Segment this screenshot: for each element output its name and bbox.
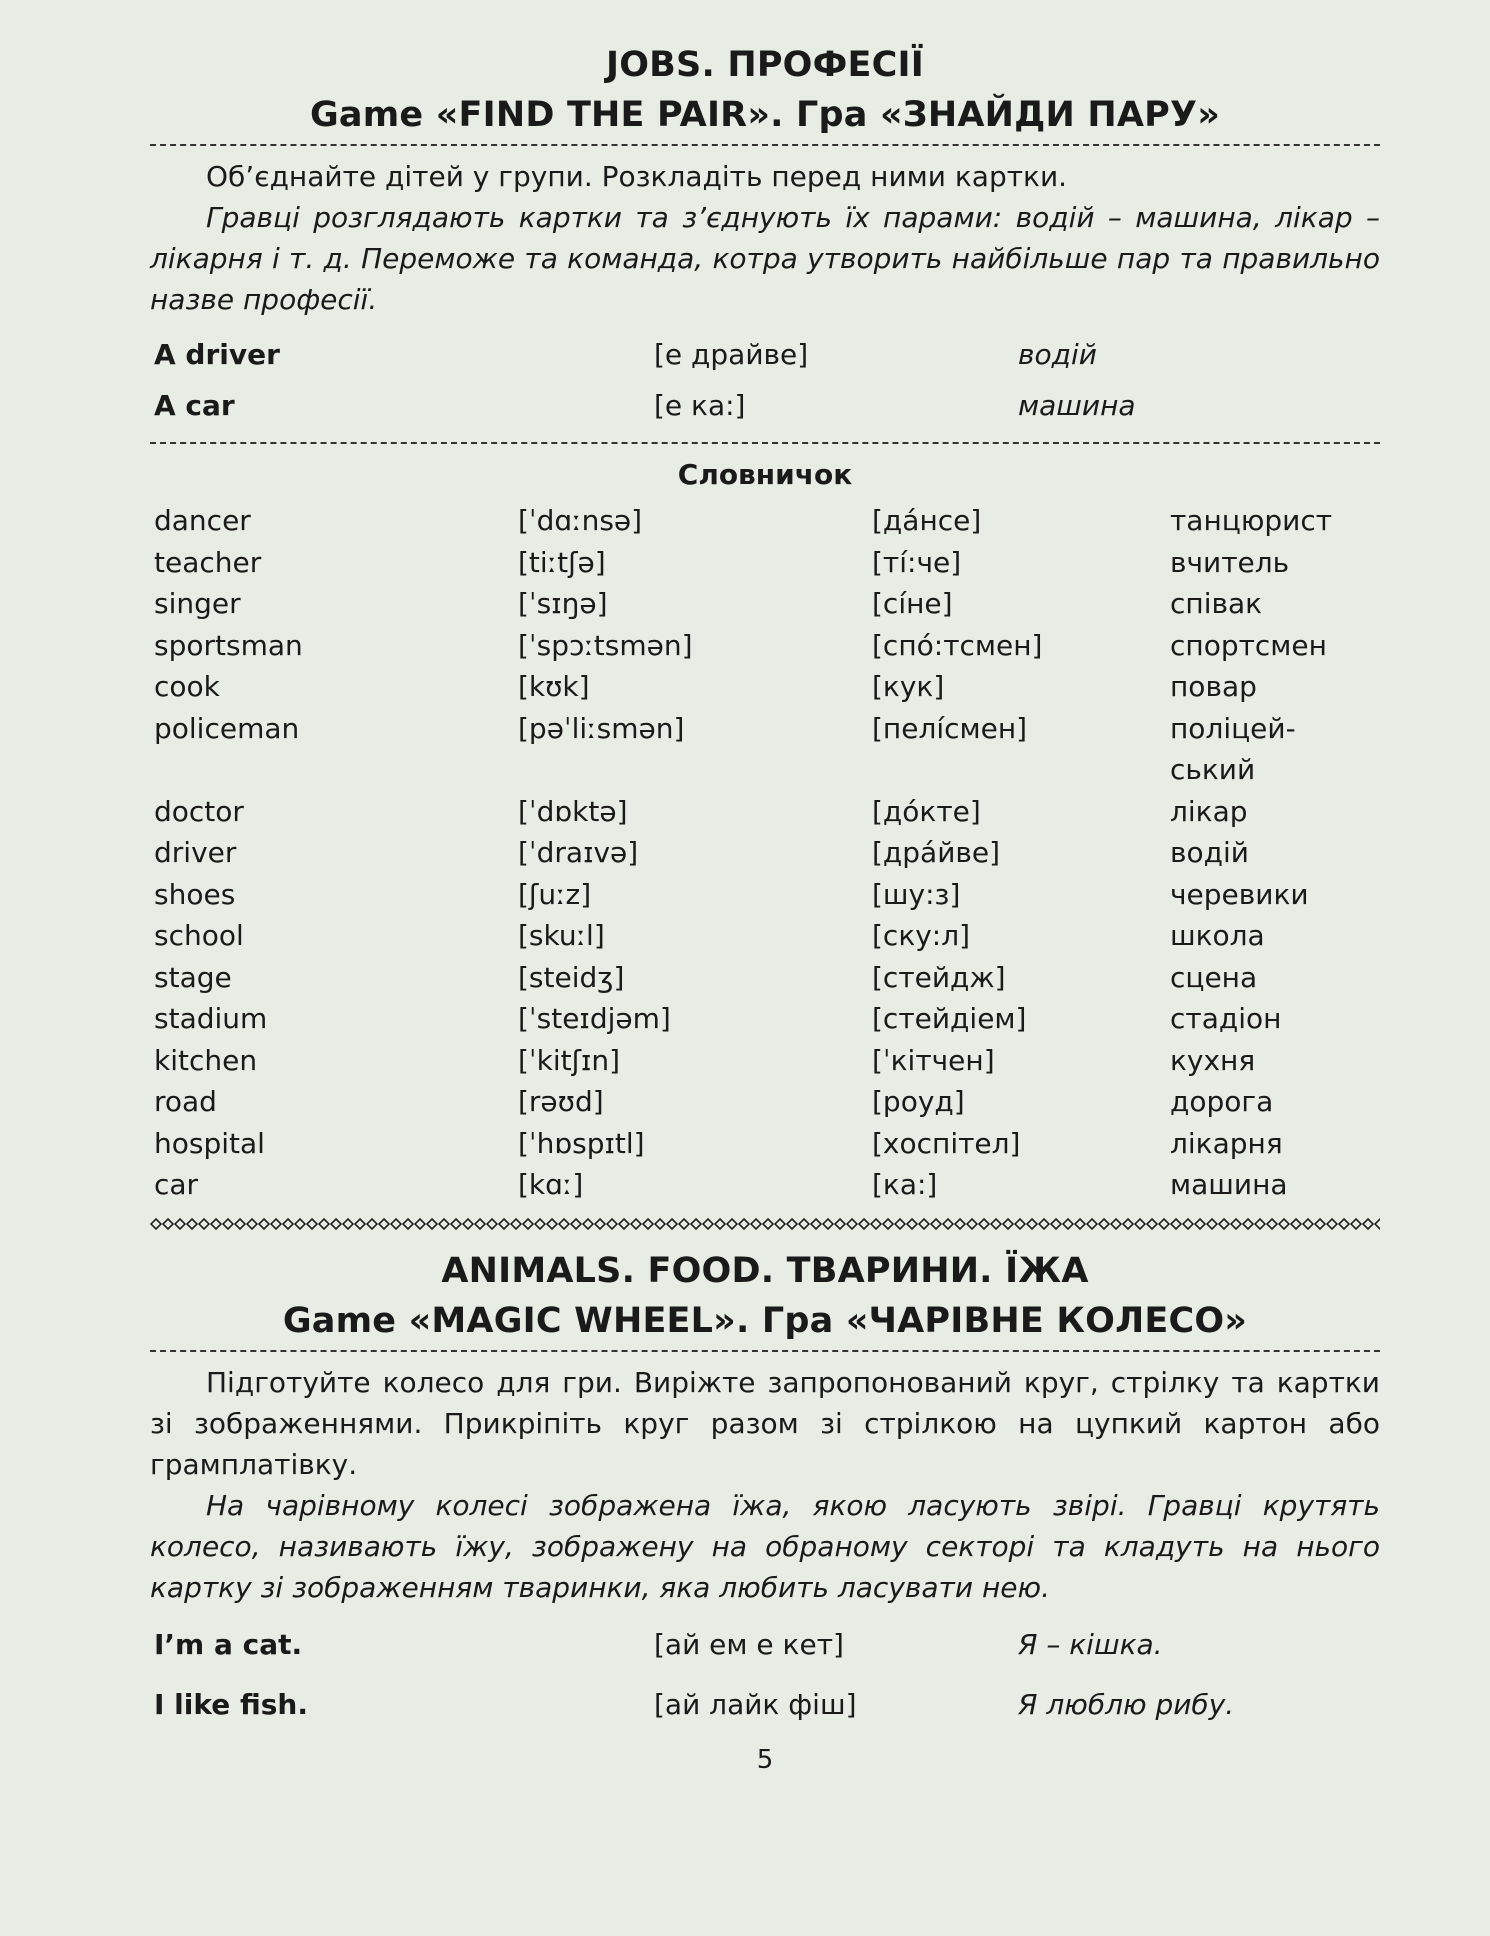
vocab-english: driver (154, 836, 237, 869)
section1-subtitle: Game «FIND THE PAIR». Гра «ЗНАЙДИ ПАРУ» (309, 95, 1221, 135)
vocab-ipa: [ˈspɔːtsmən] (518, 628, 693, 662)
phrase-transcription: [ай лайк фіш] (654, 1687, 857, 1721)
vocab-translation: дорога (1170, 1085, 1274, 1118)
vocabulary-row (150, 1164, 1380, 1206)
vocab-reading: [сі́не] (872, 587, 953, 620)
vocabulary-row (150, 1081, 1380, 1123)
vocabulary-row (150, 500, 1380, 542)
vocab-english: shoes (154, 877, 236, 911)
vocab-reading: [спо́:тсмен] (872, 628, 1043, 662)
vocabulary-row (150, 1040, 1380, 1082)
vocab-english: car (154, 1168, 199, 1201)
vocab-ipa: [ˈdɒktə] (518, 794, 628, 828)
vocab-english: stadium (154, 1002, 268, 1035)
vocab-translation: лікар (1170, 794, 1248, 828)
vocabulary-row (150, 915, 1380, 957)
vocab-reading: [ску:л] (872, 919, 971, 952)
dashed-divider (150, 442, 1380, 444)
section2-rules: На чарівному колесі зображена їжа, якою ласують звірі. Гравці крутять колесо, називають їжу, зображену на обраному секторі та кладуть на нього картку зі зображенням тваринки, яка любить ласувати нею. (150, 1488, 1380, 1604)
vocab-reading: [ка:] (872, 1168, 938, 1201)
vocab-translation: стадіон (1170, 1002, 1282, 1035)
phrase-translation: Я люблю рибу. (1018, 1687, 1235, 1721)
vocab-ipa: [kɑː] (518, 1168, 584, 1201)
vocab-english: school (154, 919, 244, 952)
vocab-translation: вчитель (1170, 545, 1290, 579)
vocab-english: cook (154, 670, 220, 703)
phrase-english: I’m a cat. (154, 1627, 303, 1661)
section1-instruction: Об’єднайте дітей у групи. Розкладіть перед ними картки. (206, 160, 1068, 193)
vocab-english: teacher (154, 545, 262, 579)
vocab-english: kitchen (154, 1043, 258, 1077)
phrase-row (150, 330, 1380, 381)
vocabulary-row (150, 832, 1380, 874)
vocabulary-row (150, 957, 1380, 999)
vocab-translation: кухня (1170, 1043, 1256, 1077)
phrase-row (150, 1680, 1380, 1731)
phrase-translation: машина (1018, 389, 1136, 422)
vocab-reading: [ті́:че] (872, 545, 962, 579)
diamond-divider (150, 1216, 1380, 1232)
section1-title: JOBS. ПРОФЕСІЇ (606, 45, 924, 85)
vocab-english: doctor (154, 794, 244, 828)
vocab-translation: водій (1170, 836, 1249, 869)
vocab-reading: [шу:з] (872, 877, 961, 911)
vocabulary-row (150, 1123, 1380, 1165)
phrase-translation: Я – кішка. (1018, 1627, 1163, 1661)
vocab-translation: черевики (1170, 877, 1309, 911)
section2-subtitle: Game «MAGIC WHEEL». Гра «ЧАРІВНЕ КОЛЕСО» (282, 1300, 1248, 1341)
vocab-translation: сцена (1170, 960, 1258, 994)
phrase-row (150, 1620, 1380, 1680)
vocab-english: singer (154, 587, 241, 620)
vocab-english: policeman (154, 711, 300, 745)
vocab-english: dancer (154, 504, 251, 537)
vocab-ipa: [skuːl] (518, 919, 605, 952)
vocab-translation: машина (1170, 1168, 1288, 1201)
vocab-reading: [дра́йве] (872, 836, 1001, 869)
vocab-translation: співак (1170, 587, 1263, 620)
section2-instruction: Підготуйте колесо для гри. Виріжте запропонований круг, стрілку та картки зі зображеннями. Прикріпіть круг разом зі стрілкою на цупкий картон або грамплатівку. (150, 1365, 1380, 1481)
phrase-english: I like fish. (154, 1687, 308, 1721)
vocabulary-row (150, 583, 1380, 625)
vocab-ipa: [ʃuːz] (518, 877, 592, 911)
vocab-ipa: [ˈdraɪvə] (518, 836, 639, 869)
phrase-english: A car (154, 389, 235, 422)
vocab-english: hospital (154, 1126, 265, 1160)
phrase-row (150, 381, 1380, 432)
vocabulary-table (150, 500, 1380, 1206)
dashed-divider (150, 1350, 1380, 1352)
vocab-translation: спортсмен (1170, 628, 1327, 662)
vocab-translation: танцюрист (1170, 504, 1333, 537)
vocab-reading: [да́нсе] (872, 504, 982, 537)
vocab-translation: лікарня (1170, 1126, 1283, 1160)
vocab-reading: [роуд] (872, 1085, 965, 1118)
vocab-english: stage (154, 960, 232, 994)
vocabulary-row (150, 998, 1380, 1040)
vocabulary-row (150, 666, 1380, 708)
vocab-english: road (154, 1085, 217, 1118)
vocabulary-row (150, 542, 1380, 584)
page-number: 5 (756, 1744, 774, 1775)
section2-title: ANIMALS. FOOD. ТВАРИНИ. ЇЖА (441, 1250, 1089, 1291)
vocabulary-title: Словничок (677, 458, 853, 491)
dashed-divider (150, 144, 1380, 146)
vocab-reading: [ˈкітчен] (872, 1043, 995, 1077)
vocab-reading: [стейдж] (872, 960, 1006, 994)
phrase-transcription: [е драйве] (654, 338, 809, 371)
vocabulary-row (150, 625, 1380, 667)
section1-rules: Гравці розглядають картки та з’єднують їх парами: водій – машина, лікар – лікарня і т. д. Переможе та команда, котра утворить найбільше пар та правильно назве професії. (150, 201, 1380, 316)
phrase-translation: водій (1018, 338, 1097, 371)
vocab-ipa: [kʊk] (518, 670, 590, 703)
vocab-translation: школа (1170, 919, 1265, 952)
vocab-ipa: [ˈdɑːnsə] (518, 504, 643, 537)
phrase-transcription: [е ка:] (654, 389, 746, 422)
vocab-ipa: [ˈsteɪdjəm] (518, 1002, 671, 1035)
vocab-translation: поліцей-ський (1170, 711, 1296, 786)
vocab-translation: повар (1170, 670, 1257, 703)
phrase-transcription: [ай ем е кет] (654, 1627, 844, 1661)
vocab-ipa: [tiːtʃə] (518, 545, 606, 579)
vocab-reading: [стейдіем] (872, 1002, 1027, 1035)
vocab-ipa: [steidʒ] (518, 960, 625, 994)
vocab-english: sportsman (154, 628, 303, 662)
page (150, 40, 1380, 1775)
vocabulary-row (150, 874, 1380, 916)
vocab-reading: [кук] (872, 670, 945, 703)
vocab-reading: [до́кте] (872, 794, 981, 828)
vocab-reading: [хоспітел] (872, 1126, 1021, 1160)
vocabulary-row (150, 708, 1380, 791)
vocab-ipa: [rəʊd] (518, 1085, 604, 1118)
phrase-english: A driver (154, 338, 280, 371)
vocabulary-row (150, 791, 1380, 833)
vocab-ipa: [ˈsɪŋə] (518, 587, 608, 620)
vocab-ipa: [ˈkitʃɪn] (518, 1043, 621, 1077)
vocab-ipa: [pəˈliːsmən] (518, 711, 685, 745)
vocab-ipa: [ˈhɒspɪtl] (518, 1126, 645, 1160)
vocab-reading: [пелі́смен] (872, 711, 1028, 745)
